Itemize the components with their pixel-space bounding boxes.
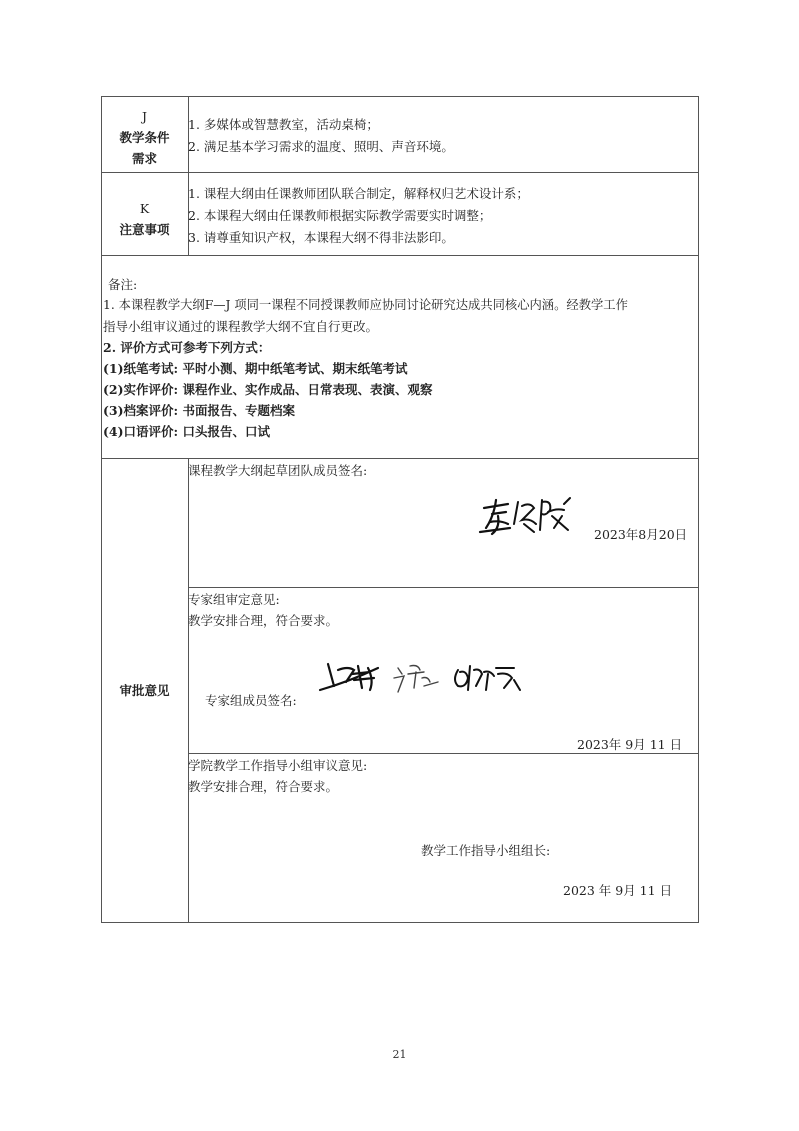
evaluation-heading: 2. 评价方式可参考下列方式： [103,340,271,355]
row-divider [101,458,699,459]
expert-opinion: 教学安排合理，符合要求。 [188,613,339,628]
conditions-label [101,106,188,169]
notes-item: 3. 请尊重知识产权，本课程大纲不得非法影印。 [188,230,454,245]
row-divider [101,255,699,256]
remarks-line: 1. 本课程教学大纲F—J 项同一课程不同授课教师应协同讨论研究达成共同核心内涵。经教学工作 [103,298,628,312]
row-divider [101,172,699,173]
expert-signatures [318,660,528,700]
evaluation-item: (4)口语评价: 口头报告、口试 [103,424,270,439]
conditions-title-line2: 需求 [131,151,157,166]
evaluation-item: (1)纸笔考试: 平时小测、期中纸笔考试、期末纸笔考试 [103,361,408,376]
evaluation-item: (2)实作评价: 课程作业、实作成品、日常表现、表演、观察 [103,382,433,397]
notes-item: 1. 课程大纲由任课教师团队联合制定，解释权归艺术设计系； [188,186,529,201]
conditions-item: 1. 多媒体或智慧教室，活动桌椅； [188,117,379,132]
college-sign-label: 教学工作指导小组组长: [421,843,551,858]
expert-title: 专家组审定意见: [188,592,280,607]
notes-title: 注意事项 [119,222,170,237]
expert-date: 2023年 9月 11 日 [577,737,683,752]
expert-sign-label: 专家组成员签名: [205,693,297,708]
conditions-title-line1: 教学条件 [119,130,170,145]
drafting-date: 2023年8月20日 [594,527,688,542]
conditions-item: 2. 满足基本学习需求的温度、照明、声音环境。 [188,139,454,154]
notes-label [101,198,188,240]
conditions-letter: J [141,109,147,124]
college-date: 2023 年 9月 11 日 [563,883,673,898]
remarks-heading: 备注: [108,277,138,292]
drafting-title: 课程教学大纲起草团队成员签名: [188,463,368,478]
column-divider [188,458,189,923]
notes-item: 2. 本课程大纲由任课教师根据实际教学需要实时调整； [188,208,492,223]
notes-letter: K [139,201,150,216]
college-opinion: 教学安排合理，符合要求。 [188,779,339,794]
row-divider [188,587,699,588]
college-title: 学院教学工作指导小组审议意见: [188,758,368,773]
approval-label: 审批意见 [119,683,170,698]
page-number: 21 [392,1048,407,1061]
evaluation-item: (3)档案评价: 书面报告、专题档案 [103,403,295,418]
drafting-signature [478,494,578,536]
remarks-line: 指导小组审议通过的课程教学大纲不宜自行更改。 [103,319,379,334]
